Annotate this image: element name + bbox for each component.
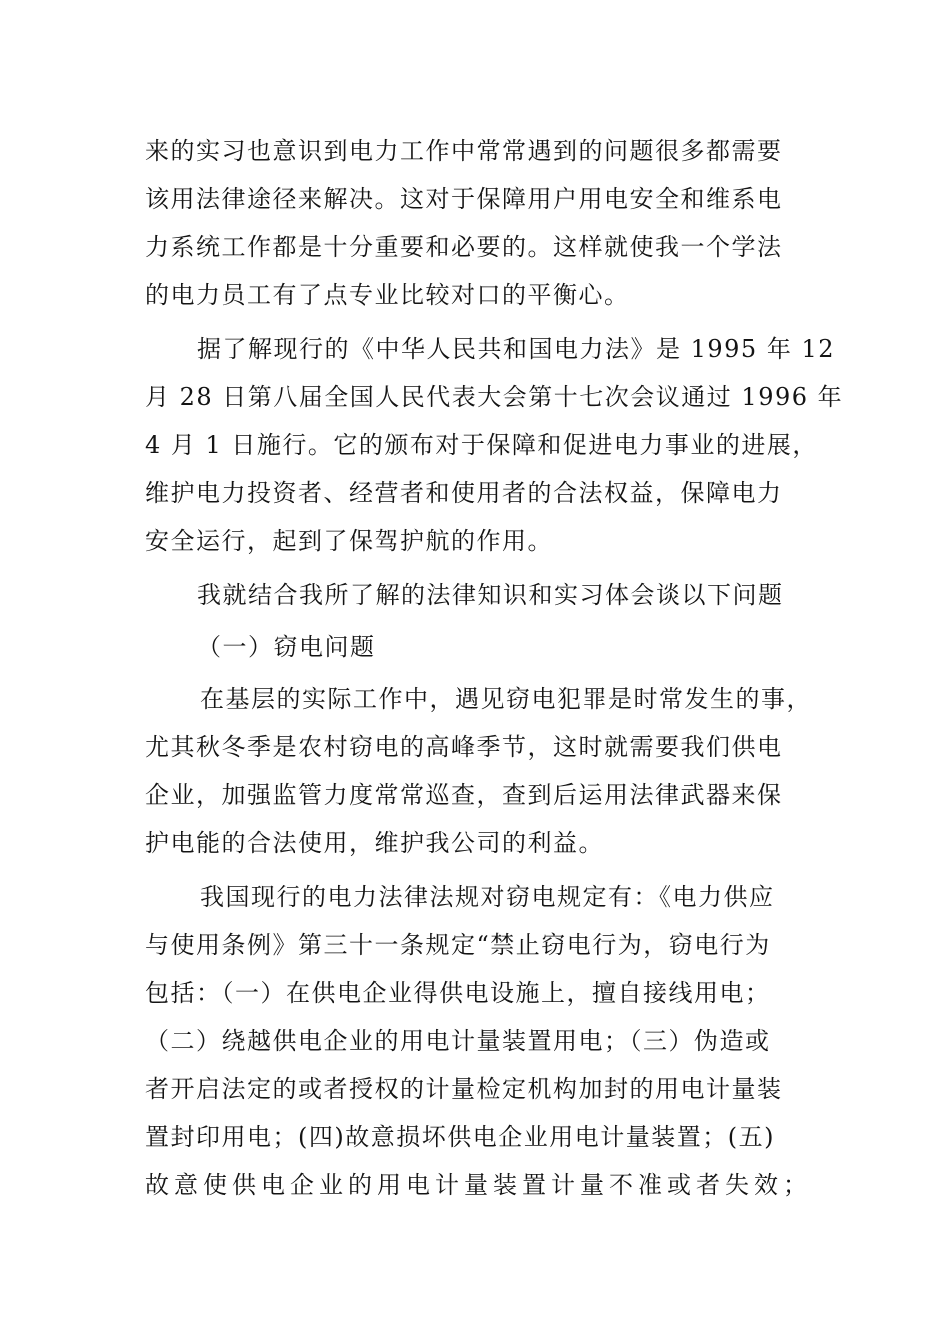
paragraph-line: 4 月 1 日施行。它的颁布对于保障和促进电力事业的进展， (145, 431, 818, 459)
paragraph-line: 来的实习也意识到电力工作中常常遇到的问题很多都需要 (145, 137, 783, 165)
section-heading: （一）窃电问题 (197, 633, 376, 661)
paragraph-line: 月 28 日第八届全国人民代表大会第十七次会议通过 1996 年 (145, 383, 844, 411)
paragraph-line: 与使用条例》第三十一条规定“禁止窃电行为，窃电行为 (145, 931, 771, 959)
paragraph-line: 企业，加强监管力度常常巡查，查到后运用法律武器来保 (145, 781, 783, 809)
paragraph-line: 维护电力投资者、经营者和使用者的合法权益，保障电力 (145, 479, 783, 507)
paragraph-line: 包括：（一）在供电企业得供电设施上，擅自接线用电； (145, 979, 771, 1007)
paragraph-line: 置封印用电；(四)故意损坏供电企业用电计量装置；(五) (145, 1123, 775, 1151)
paragraph-line: 故意使供电企业的用电计量装置计量不准或者失效； (145, 1171, 812, 1199)
paragraph-line: 据了解现行的《中华人民共和国电力法》是 1995 年 12 (197, 335, 836, 363)
paragraph-line: （二）绕越供电企业的用电计量装置用电；（三）伪造或 (145, 1027, 771, 1055)
paragraph-line: 我国现行的电力法律法规对窃电规定有：《电力供应 (200, 883, 775, 911)
paragraph-line: 的电力员工有了点专业比较对口的平衡心。 (145, 281, 630, 309)
paragraph-line: 尤其秋冬季是农村窃电的高峰季节，这时就需要我们供电 (145, 733, 783, 761)
paragraph-line: 者开启法定的或者授权的计量检定机构加封的用电计量装 (145, 1075, 783, 1103)
paragraph-line: 力系统工作都是十分重要和必要的。这样就使我一个学法 (145, 233, 783, 261)
paragraph-line: 该用法律途径来解决。这对于保障用户用电安全和维系电 (145, 185, 783, 213)
paragraph-line: 在基层的实际工作中，遇见窃电犯罪是时常发生的事， (200, 685, 812, 713)
paragraph-line: 安全运行，起到了保驾护航的作用。 (145, 527, 553, 555)
paragraph-line: 护电能的合法使用，维护我公司的利益。 (145, 829, 604, 857)
paragraph-line: 我就结合我所了解的法律知识和实习体会谈以下问题 (197, 581, 784, 609)
